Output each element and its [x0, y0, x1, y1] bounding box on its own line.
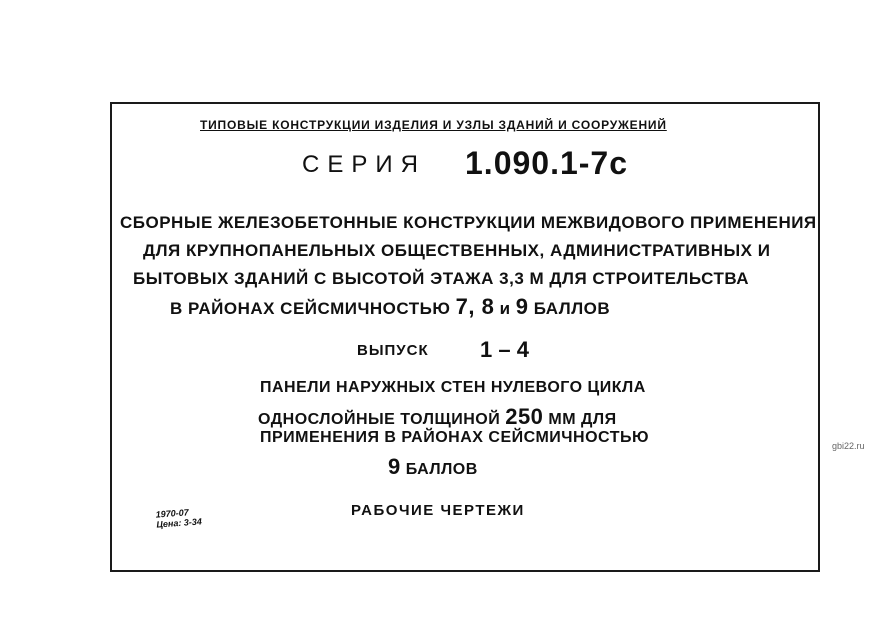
seismic-values: 7, 8 — [455, 294, 495, 319]
title-line-2: ДЛЯ КРУПНОПАНЕЛЬНЫХ ОБЩЕСТВЕННЫХ, АДМИНИСТРАТИВНЫХ И — [143, 241, 771, 260]
title-line-4-text: В РАЙОНАХ СЕЙСМИЧНОСТЬЮ — [170, 299, 451, 318]
series-label: СЕРИЯ — [302, 151, 426, 178]
stamp-year: 1970-07 — [155, 507, 190, 520]
stamp-price: Цена: 3-34 — [156, 516, 203, 530]
working-drawings-label: РАБОЧИЕ ЧЕРТЕЖИ — [351, 502, 525, 519]
thickness-unit: ММ ДЛЯ — [548, 411, 617, 428]
issue-label: ВЫПУСК — [357, 342, 429, 359]
watermark: gbi22.ru — [832, 441, 865, 451]
seismic-value-9: 9 — [515, 294, 529, 319]
panel-points-word: БАЛЛОВ — [405, 461, 478, 478]
series-code: 1.090.1-7с — [465, 145, 629, 181]
header-text: ТИПОВЫЕ КОНСТРУКЦИИ ИЗДЕЛИЯ И УЗЛЫ ЗДАНИЙ И СООРУЖЕНИЙ — [200, 118, 667, 132]
panel-line-1: ПАНЕЛИ НАРУЖНЫХ СТЕН НУЛЕВОГО ЦИКЛА — [260, 379, 646, 396]
panel-line-2 — [258, 404, 698, 430]
panel-seismic-value: 9 — [388, 454, 401, 479]
panel-line-3: ПРИМЕНЕНИЯ В РАЙОНАХ СЕЙСМИЧНОСТЬЮ — [260, 429, 649, 446]
points-word: БАЛЛОВ — [533, 299, 611, 318]
panel-line-2-text: ОДНОСЛОЙНЫЕ ТОЛЩИНОЙ — [258, 411, 501, 428]
title-line-1: СБОРНЫЕ ЖЕЛЕЗОБЕТОННЫЕ КОНСТРУКЦИИ МЕЖВИДОВОГО ПРИМЕНЕНИЯ — [120, 213, 817, 232]
title-line-3: БЫТОВЫХ ЗДАНИЙ С ВЫСОТОЙ ЭТАЖА 3,3 М ДЛЯ СТРОИТЕЛЬСТВА — [133, 269, 750, 288]
price-stamp — [155, 506, 202, 529]
thickness-value: 250 — [505, 404, 544, 429]
panel-line-4 — [388, 454, 588, 480]
title-line-4 — [170, 294, 770, 320]
conjunction: и — [499, 299, 511, 318]
issue-number: 1 – 4 — [480, 337, 529, 362]
